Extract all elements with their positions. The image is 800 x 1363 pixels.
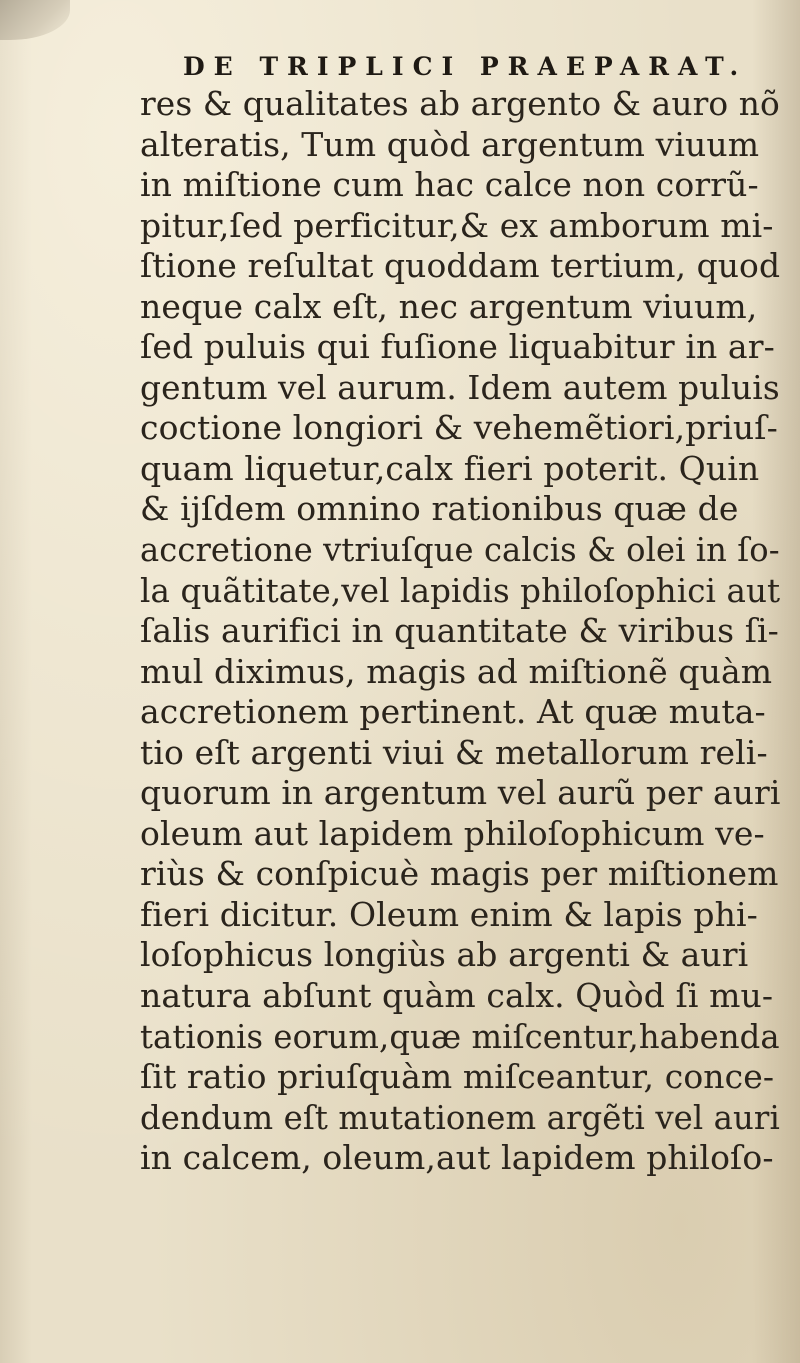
text-line: ſit ratio priuſquàm miſceantur, conce- [140,1057,775,1097]
text-line: quam liquetur,calx fieri poterit. Quin [140,448,760,488]
running-head: DE TRIPLICI PRAEPARAT. [183,52,748,81]
text-line: in calcem, oleum,aut lapidem philoſo- [140,1138,774,1178]
text-line: ſtione reſultat quoddam tertium, quod [140,246,781,286]
text-line: tio eſt argenti viui & metallorum reli- [140,732,768,772]
text-line: pitur,ſed perficitur,& ex amborum mi- [140,205,774,245]
text-line: fieri dicitur. Oleum enim & lapis phi- [140,894,758,934]
text-line: neque calx eſt, nec argentum viuum, [140,286,758,326]
text-line: riùs & conſpicuè magis per miſtionem [140,854,779,894]
text-line: coctione longiori & vehemẽtiori,priuſ- [140,408,778,448]
page-corner-shadow [0,0,70,40]
text-line: & ijſdem omnino rationibus quæ de [140,489,739,529]
text-line: tationis eorum,quæ miſcentur,habenda [140,1016,780,1056]
text-line: gentum vel aurum. Idem autem puluis [140,367,780,407]
text-line: ſalis aurifici in quantitate & viribus ſi- [140,611,779,651]
text-line: res & qualitates ab argento & auro nõ [140,84,780,123]
text-line: in miſtione cum hac calce non corrũ- [140,165,759,205]
text-line: alteratis, Tum quòd argentum viuum [140,124,760,164]
text-line: ſed puluis qui fuſione liquabitur in ar- [140,327,775,367]
text-line: accretione vtriuſque calcis & olei in ſo- [140,530,780,570]
text-line: natura abſunt quàm calx. Quòd ſi mu- [140,976,774,1016]
text-line: oleum aut lapidem philoſophicum ve- [140,813,765,853]
text-line: loſophicus longiùs ab argenti & auri [140,935,749,975]
text-line: la quãtitate,vel lapidis philoſophici aut [140,570,781,610]
body-text [140,84,780,1179]
text-line: mul diximus, magis ad miſtionẽ quàm [140,651,773,691]
text-line: dendum eſt mutationem argẽti vel auri [140,1097,780,1137]
text-line: accretionem pertinent. At quæ muta- [140,692,766,732]
text-line: quorum in argentum vel aurũ per auri [140,773,781,813]
